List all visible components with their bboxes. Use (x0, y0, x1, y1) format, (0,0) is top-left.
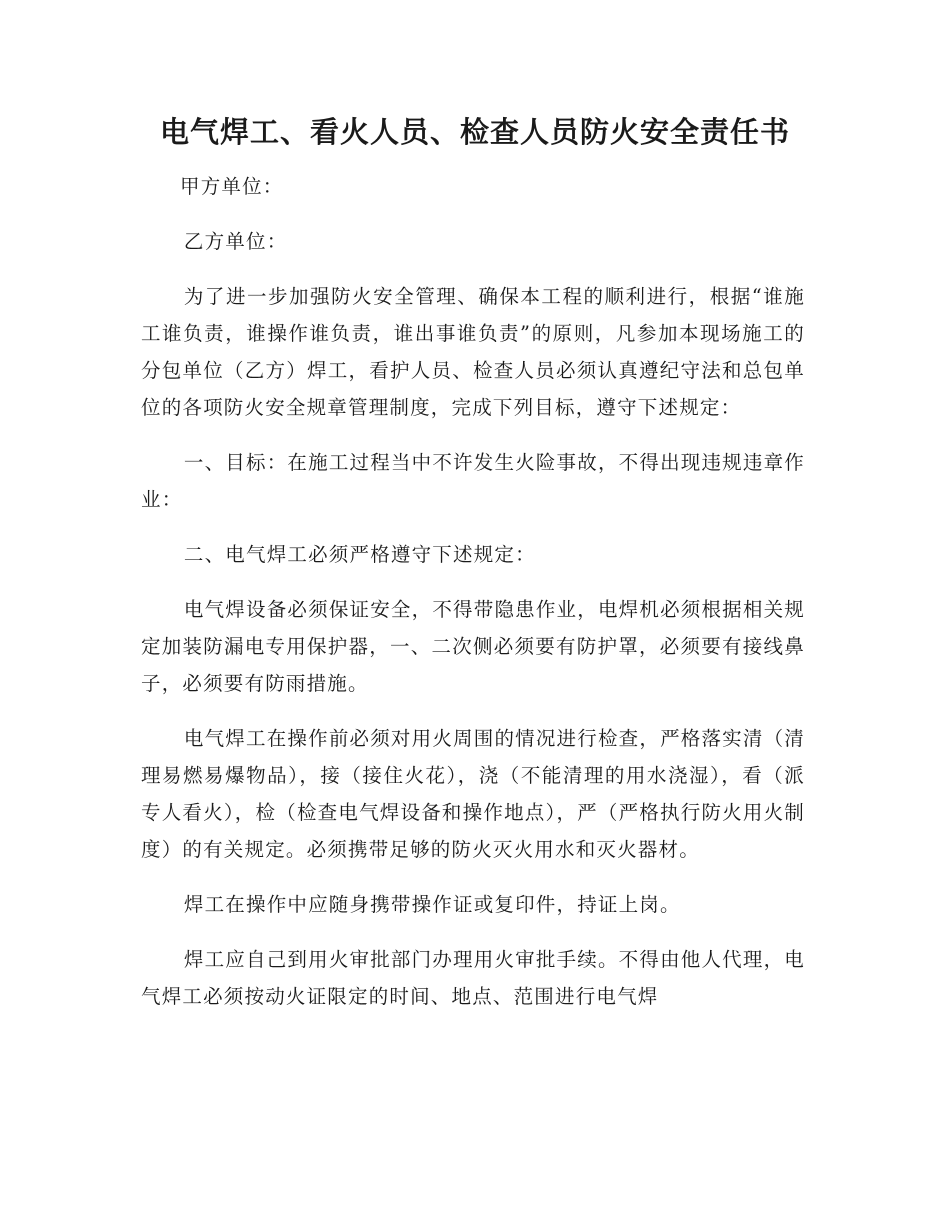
document-title: 电气焊工、看火人员、检查人员防火安全责任书 (159, 115, 790, 149)
document-body (141, 168, 805, 1033)
rule-pre-operation-check: 电气焊工在操作前必须对用火周围的情况进行检查，严格落实清（清理易燃易爆物品），接（接住火花），浇（不能清理的用水浇湿），看（派专人看火），检（检查电气焊设备和操作地点），严（严格执行防火用火制度）的有关规定。必须携带足够的防火灭火用水和灭火器材。 (141, 727, 805, 861)
section-goal: 一、目标：在施工过程当中不许发生火险事故，不得出现违规违章作业： (141, 451, 805, 511)
party-a-line: 甲方单位： (180, 175, 284, 198)
party-b-line: 乙方单位： (183, 230, 288, 253)
intro-paragraph: 为了进一步加强防火安全管理、确保本工程的顺利进行，根据“谁施工谁负责，谁操作谁负责，谁出事谁负责”的原则，凡参加本现场施工的分包单位（乙方）焊工，看护人员、检查人员必须认真遵纪守法和总包单位的各项防火安全规章管理制度，完成下列目标，遵守下述规定： (141, 285, 805, 419)
section-welder-rules-heading: 二、电气焊工必须严格遵守下述规定： (183, 543, 536, 566)
rule-carry-certificate: 焊工在操作中应随身携带操作证或复印件，持证上岗。 (183, 893, 681, 916)
rule-equipment-safety: 电气焊设备必须保证安全，不得带隐患作业，电焊机必须根据相关规定加装防漏电专用保护器，一、二次侧必须要有防护罩，必须要有接线鼻子，必须要有防雨措施。 (141, 598, 805, 695)
rule-fire-permit: 焊工应自己到用火审批部门办理用火审批手续。不得由他人代理，电气焊工必须按动火证限定的时间、地点、范围进行电气焊 (141, 948, 805, 1008)
